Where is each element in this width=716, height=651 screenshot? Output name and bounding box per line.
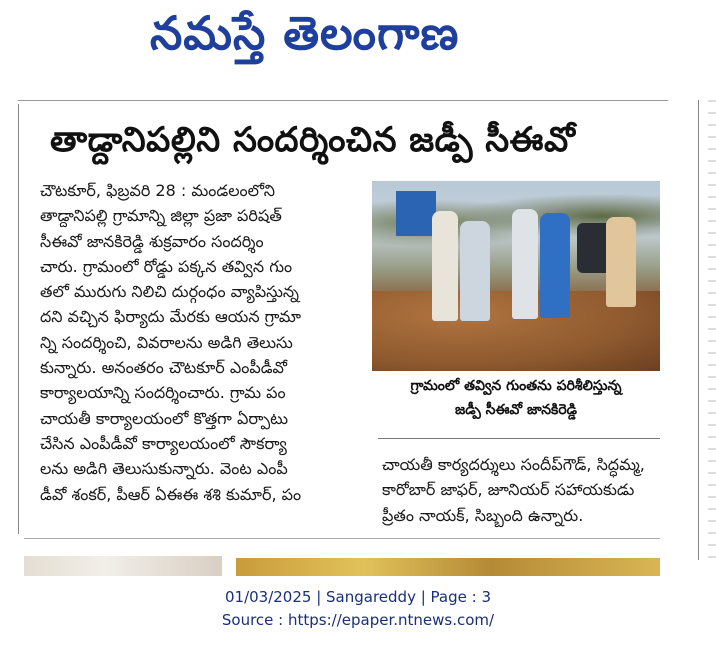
body-line: చాయతీ కార్యదర్శులు సందీప్‌గౌడ్, సిద్ధమ్మ,: [382, 455, 645, 474]
top-rule: [18, 100, 668, 101]
article-body-column-1: [40, 178, 366, 507]
next-article-image-right: [236, 558, 660, 576]
article-body-column-2: [382, 452, 666, 528]
column-divider-left: [18, 104, 19, 534]
next-article-image-left: [24, 556, 222, 576]
body-line: చాయతీ కార్యాలయంలో కొత్తగా ఏర్పాటు: [40, 408, 289, 428]
body-line: కార్యాలయాన్ని సందర్శించారు. గ్రామ పం: [40, 383, 286, 403]
caption-rule: [378, 438, 660, 439]
article-photo: [372, 181, 660, 371]
photo-person: [460, 221, 490, 321]
column-divider-right: [698, 100, 699, 560]
newspaper-title: నమస్తే తెలంగాణ: [150, 6, 460, 60]
photo-person: [432, 211, 458, 321]
adjacent-column-edge: [708, 90, 716, 560]
body-line: సీఈవో జానకిరెడ్డి శుక్రవారం సందర్శిం: [40, 231, 264, 251]
body-line: కున్నారు. అనంతరం చౌటకూర్ ఎంపీడీవో: [40, 358, 288, 378]
caption-line: గ్రామంలో తవ్విన గుంతను పరిశీలిస్తున్న: [410, 378, 622, 394]
body-line: న్ని సందర్శించి, వివరాలను అడిగి తెలుసు: [40, 332, 293, 352]
epaper-footer: [0, 586, 716, 632]
bottom-rule: [24, 538, 660, 539]
photo-caption: [372, 374, 660, 422]
body-line: డీవో శంకర్, పీఆర్ ఏఈఈ శశి కుమార్, పం: [40, 484, 302, 504]
body-line: కారోబార్ జాఫర్, జూనియర్ సహాయకుడు: [382, 480, 635, 500]
source-link[interactable]: Source : https://epaper.ntnews.com/: [221, 611, 495, 629]
body-line: చారు. గ్రామంలో రోడ్డు పక్కన తవ్విన గుం: [40, 256, 293, 276]
masthead: [0, 0, 716, 78]
article-headline: తాడ్దానిపల్లిని సందర్శించిన జడ్పీ సీఈవో: [50, 120, 576, 160]
body-line: చౌటకూర్, ఫిబ్రవరి 28 : మండలంలోని: [40, 181, 275, 200]
photo-person: [512, 209, 538, 319]
body-line: లను అడిగి తెలుసుకున్నారు. వెంట ఎంపీ: [40, 459, 288, 479]
photo-person: [540, 213, 570, 318]
photo-person: [606, 217, 636, 307]
photo-building: [396, 191, 436, 236]
caption-line: జడ్పీ సీఈవో జానకిరెడ్డి: [455, 402, 577, 418]
body-line: ప్రీతం నాయక్, సిబ్బంది ఉన్నారు.: [382, 505, 584, 525]
body-line: తాడ్దానిపల్లి గ్రామాన్ని జిల్లా ప్రజా పరిషత్: [40, 206, 282, 226]
body-line: దని వచ్చిన ఫిర్యాదు మేరకు ఆయన గ్రామా: [40, 307, 301, 327]
body-line: చేసిన ఎంపీడీవో కార్యాలయంలో సౌకర్యా: [40, 433, 287, 453]
body-line: తలో మురుగు నిలిచి దుర్గంధం వ్యాపిస్తున్న: [40, 282, 299, 302]
edition-info: 01/03/2025 | Sangareddy | Page : 3: [224, 588, 491, 606]
